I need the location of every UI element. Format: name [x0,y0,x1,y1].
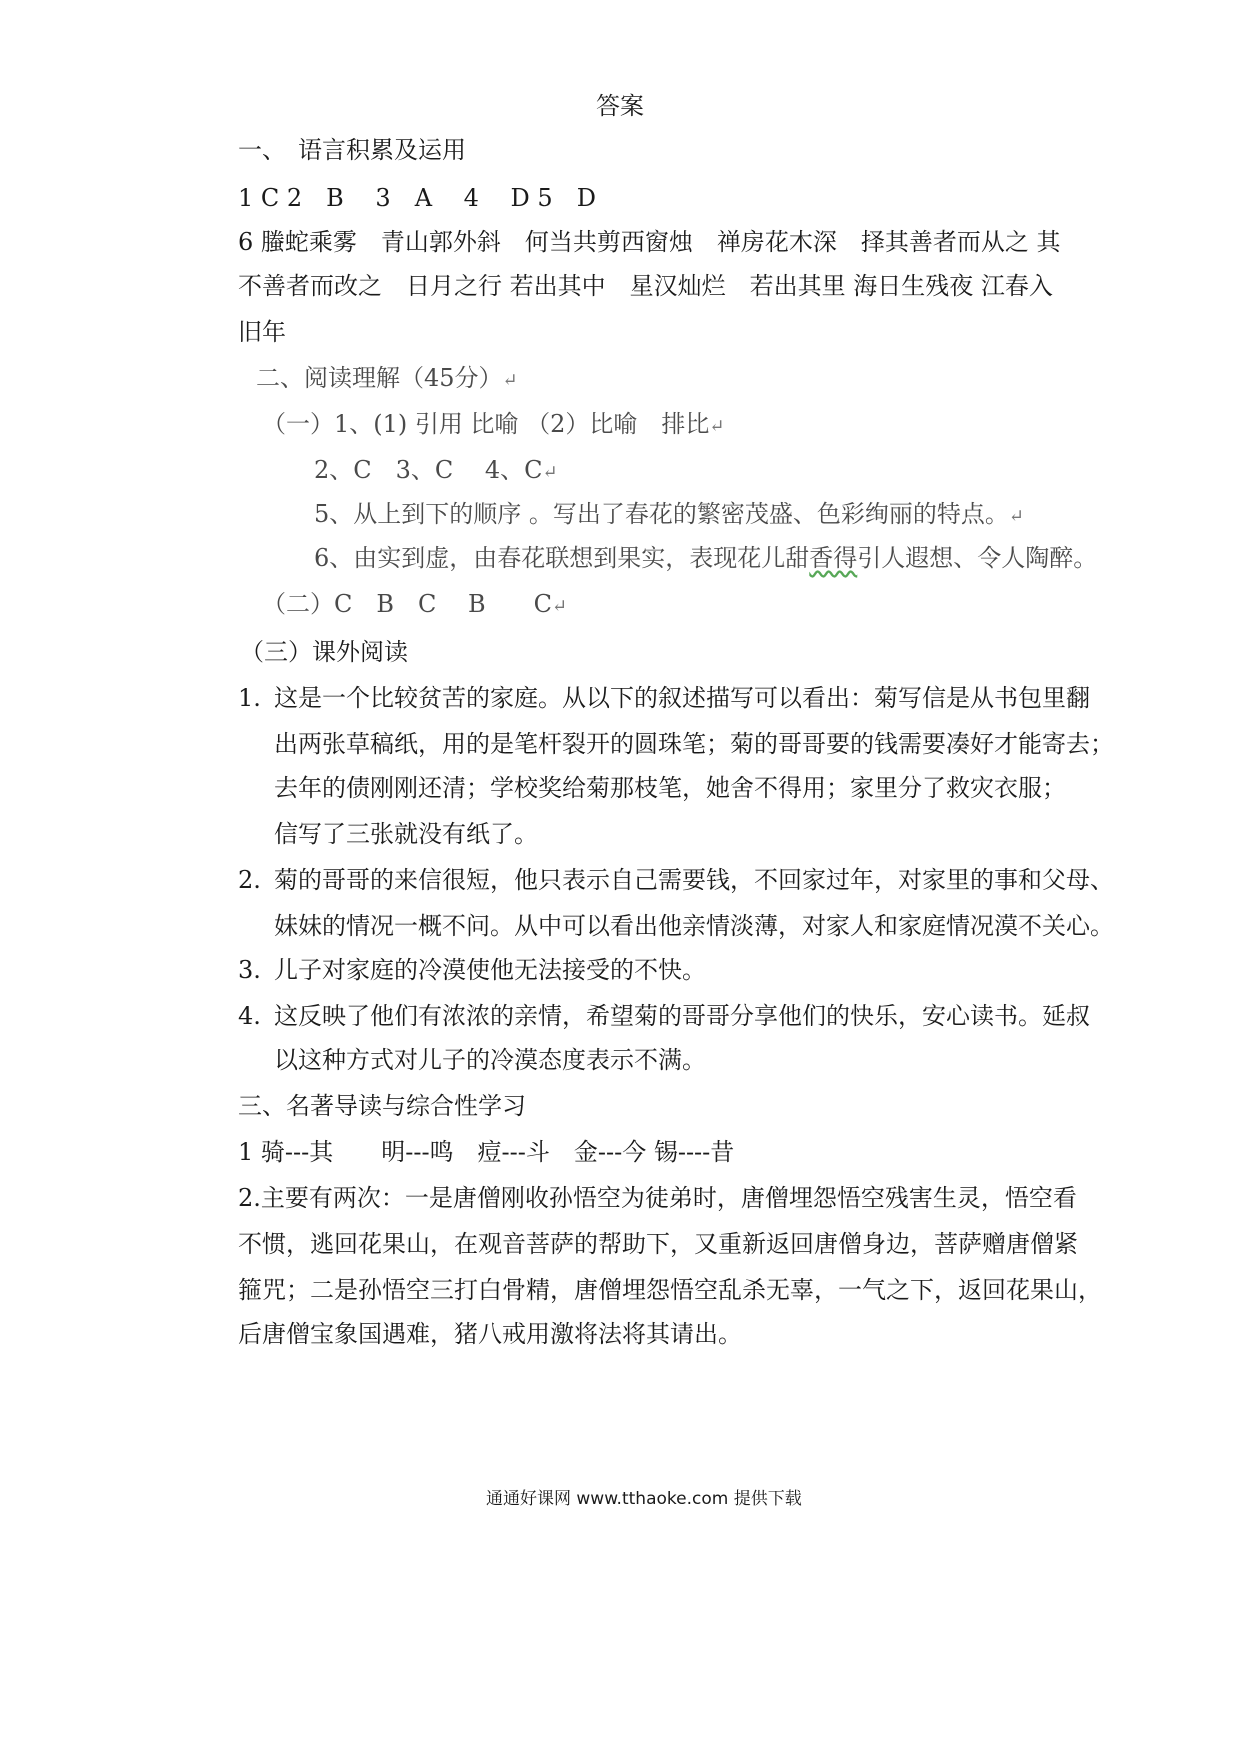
part3-item-4-line2: 以这种方式对儿子的冷漠态度表示不满。 [274,1046,706,1074]
page-title: 答案 [596,92,644,120]
part3-item-2-line1 [238,864,1114,896]
paragraph-mark-icon: ↵ [502,370,518,391]
section1-answers-1-5: 1 C 2 B 3 A 4 D 5 D [238,184,596,212]
section3-q1: 1 骑---其 明---鸣 痘---斗 金---今 锡----昔 [238,1138,735,1166]
section1-q6-line3: 旧年 [238,318,286,346]
reading-part1-q2-4-text: 2、C 3、C 4、C [314,456,543,484]
list-text: 儿子对家庭的冷漠使他无法接受的不快。 [274,956,706,984]
reading-part2-text: （二）C B C B C [262,590,552,618]
part3-item-3-line1 [238,954,706,986]
paragraph-mark-icon: ↵ [709,416,725,437]
part3-item-1-line1 [238,682,1090,714]
reading-part1-q6-post: 引人遐想、令人陶醉。 [857,544,1098,572]
section1-q6-line1: 6 螣蛇乘雾 青山郭外斜 何当共剪西窗烛 禅房花木深 择其善者而从之 其 [238,228,1061,256]
list-number: 1. [238,684,261,712]
part3-item-2-line2: 妹妹的情况一概不问。从中可以看出他亲情淡薄，对家人和家庭情况漠不关心。 [274,912,1114,940]
section3-heading: 三、名著导读与综合性学习 [238,1092,526,1120]
section2-heading [256,362,518,397]
reading-part2 [262,588,567,623]
spellcheck-underline: 香得 [809,544,858,572]
reading-part1-q6 [314,542,1097,574]
section2-heading-text: 二、阅读理解（45分） [256,364,503,392]
section3-q2-line4: 后唐僧宝象国遇难，猪八戒用激将法将其请出。 [238,1320,742,1348]
reading-part3-heading: （三）课外阅读 [240,638,408,666]
paragraph-mark-icon: ↵ [542,462,558,483]
list-text: 菊的哥哥的来信很短，他只表示自己需要钱，不回家过年，对家里的事和父母、 [274,866,1114,894]
part3-item-4-line1 [238,1000,1090,1032]
footer-credit: 通通好课网 www.tthaoke.com 提供下载 [486,1489,802,1509]
section3-q2-line3: 箍咒；二是孙悟空三打白骨精，唐僧埋怨悟空乱杀无辜，一气之下，返回花果山， [238,1276,1102,1304]
section1-q6-line2: 不善者而改之 日月之行 若出其中 星汉灿烂 若出其里 海日生残夜 江春入 [238,272,1053,300]
list-number: 4. [238,1002,261,1030]
paragraph-mark-icon: ↵ [1008,506,1024,527]
part3-item-1-line2: 出两张草稿纸，用的是笔杆裂开的圆珠笔；菊的哥哥要的钱需要凑好才能寄去； [274,730,1114,758]
reading-part1-q2-4 [314,454,558,489]
section3-q2-line1: 2.主要有两次：一是唐僧刚收孙悟空为徒弟时，唐僧埋怨悟空残害生灵，悟空看 [238,1184,1077,1212]
paragraph-mark-icon: ↵ [552,596,568,617]
list-text: 这是一个比较贫苦的家庭。从以下的叙述描写可以看出：菊写信是从书包里翻 [274,684,1090,712]
part3-item-1-line4: 信写了三张就没有纸了。 [274,820,538,848]
list-text: 这反映了他们有浓浓的亲情，希望菊的哥哥分享他们的快乐，安心读书。延叔 [274,1002,1090,1030]
section1-heading: 一、 语言积累及运用 [238,136,466,164]
reading-part1-q5-text: 5、从上到下的顺序 。写出了春花的繁密茂盛、色彩绚丽的特点。 [314,500,1009,528]
reading-part1-q5 [314,498,1024,533]
list-number: 2. [238,866,261,894]
part3-item-1-line3: 去年的债刚刚还清；学校奖给菊那枝笔，她舍不得用；家里分了救灾衣服； [274,774,1066,802]
reading-part1-q1-text: （一）1、(1) 引用 比喻 （2）比喻 排比 [262,410,710,438]
reading-part1-q1 [262,408,725,443]
reading-part1-q6-pre: 6、由实到虚，由春花联想到果实，表现花儿甜 [314,544,810,572]
list-number: 3. [238,956,261,984]
section3-q2-line2: 不惯，逃回花果山，在观音菩萨的帮助下，又重新返回唐僧身边，菩萨赠唐僧紧 [238,1230,1078,1258]
